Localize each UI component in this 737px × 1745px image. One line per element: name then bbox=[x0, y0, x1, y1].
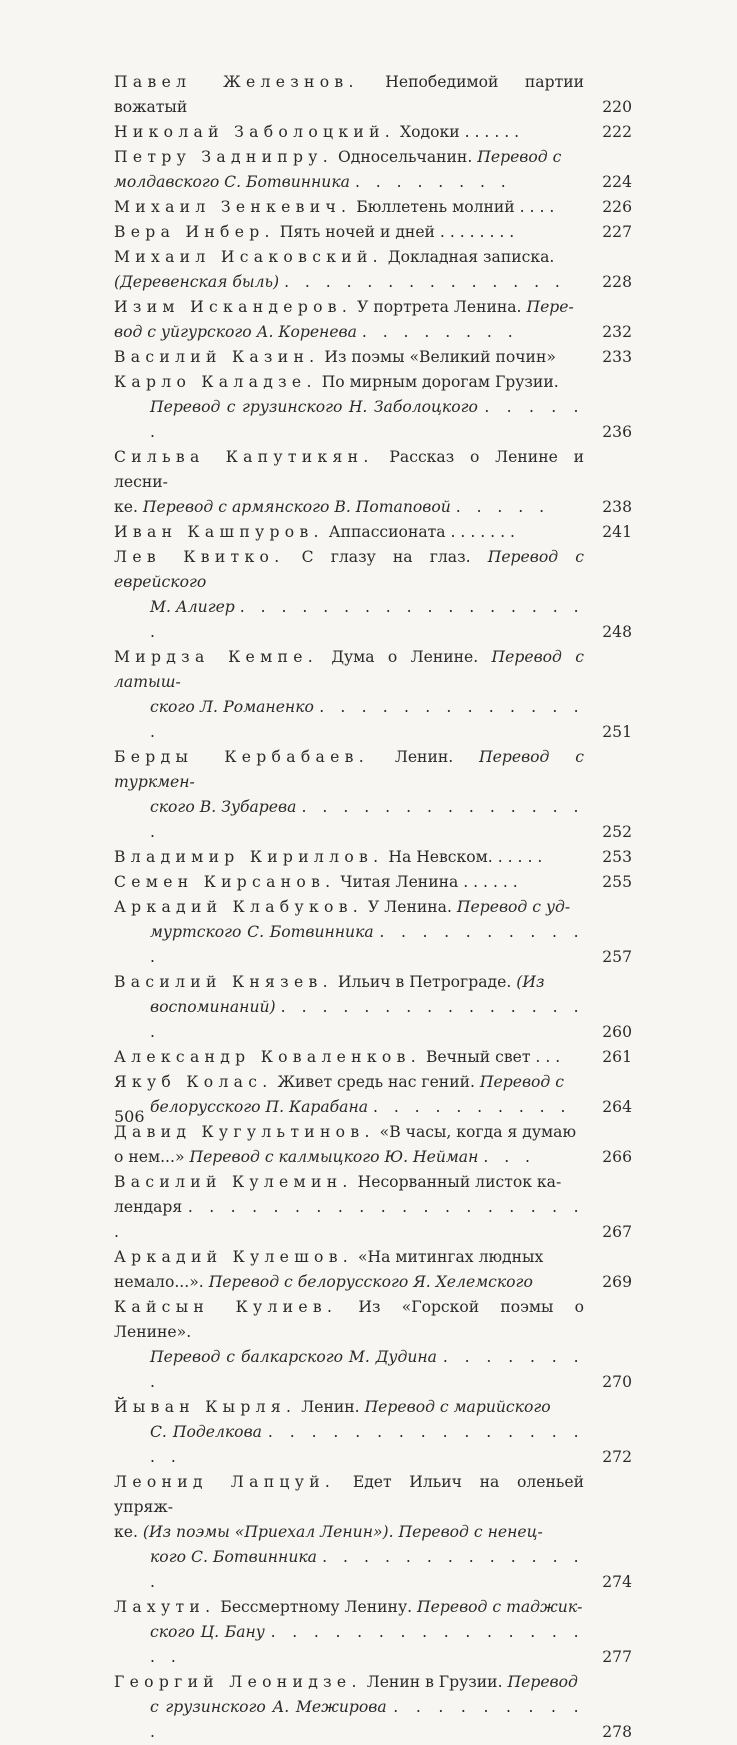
toc-title: По мирным дорогам Грузии. bbox=[321, 373, 559, 391]
toc-title: Ильич в Петрограде. bbox=[337, 973, 512, 991]
toc-leader-dots: . . . . . . . . . . . . . . . bbox=[150, 798, 584, 841]
toc-line bbox=[114, 895, 584, 920]
toc-line bbox=[114, 995, 584, 1045]
toc-line bbox=[114, 1195, 584, 1245]
toc-author: Лахути. bbox=[114, 1598, 216, 1616]
toc-page-number: 236 bbox=[602, 423, 632, 441]
toc-title: Едет Ильич на оленьей упряж- bbox=[114, 1473, 584, 1516]
toc-entry-text bbox=[114, 1245, 590, 1295]
toc-translator-note: Перевод с армянского В. Потаповой bbox=[142, 498, 451, 516]
toc-title: Ленин в Грузии. bbox=[366, 1673, 503, 1691]
toc-line bbox=[114, 745, 584, 795]
toc-page-number: 257 bbox=[602, 948, 632, 966]
toc-page-number: 220 bbox=[602, 98, 632, 116]
toc-line bbox=[114, 395, 584, 445]
toc-page-number: 270 bbox=[602, 1373, 632, 1391]
toc-entry bbox=[114, 1670, 632, 1745]
toc-line bbox=[114, 170, 584, 195]
toc-leader-dots: . . . . . . . . . . . bbox=[150, 923, 584, 966]
toc-line bbox=[114, 1420, 584, 1470]
toc-line bbox=[114, 695, 584, 745]
toc-line bbox=[114, 970, 584, 995]
toc-entry-text bbox=[114, 520, 590, 545]
toc-line bbox=[114, 645, 584, 695]
toc-translator-note: Перевод bbox=[507, 1673, 578, 1691]
toc-translator-note: Перевод с таджик- bbox=[417, 1598, 583, 1616]
toc-translator-note: Перевод с грузинского Н. Заболоцкого bbox=[150, 398, 478, 416]
toc-leader-dots: . . . . . . . . bbox=[150, 1348, 584, 1391]
toc-entry-text bbox=[114, 745, 590, 845]
toc-entry bbox=[114, 1395, 632, 1470]
toc-translator-note: Перевод с калмыцкого Ю. Нейман bbox=[189, 1148, 479, 1166]
toc-line bbox=[114, 1295, 584, 1345]
toc-entry bbox=[114, 120, 632, 145]
toc-page-number: 277 bbox=[602, 1648, 632, 1666]
toc-author: Вера Инбер. bbox=[114, 223, 275, 241]
toc-translator-note: кого С. Ботвинника bbox=[150, 1548, 317, 1566]
toc-entry bbox=[114, 1120, 632, 1170]
toc-leader-dots: . . . . . . . . bbox=[361, 323, 519, 341]
toc-author: Карло Каладзе. bbox=[114, 373, 317, 391]
toc-author: Кайсын Кулиев. bbox=[114, 1298, 338, 1316]
toc-translator-note: Пере- bbox=[526, 298, 574, 316]
toc-line bbox=[114, 295, 584, 320]
toc-page-number: 226 bbox=[602, 198, 632, 216]
toc-line bbox=[114, 545, 584, 595]
toc-title: Бессмертному Ленину. bbox=[220, 1598, 413, 1616]
toc-author: Петру Заднипру. bbox=[114, 148, 334, 166]
toc-entry-text bbox=[114, 845, 590, 870]
toc-line bbox=[114, 1470, 584, 1520]
toc-line bbox=[114, 320, 584, 345]
toc-entry-text bbox=[114, 1395, 590, 1470]
toc-author: Изим Искандеров. bbox=[114, 298, 353, 316]
toc-title: С глазу на глаз. bbox=[301, 548, 471, 566]
toc-line bbox=[114, 245, 584, 270]
toc-author: Александр Коваленков. bbox=[114, 1048, 421, 1066]
toc-title: ке. bbox=[114, 498, 138, 516]
toc-leader-dots: . . . . . . . . . . . . . . . . . bbox=[150, 1423, 584, 1466]
toc-author: Василий Князев. bbox=[114, 973, 333, 991]
toc-translator-note: воспоминаний) bbox=[150, 998, 276, 1016]
toc-entry-text bbox=[114, 245, 590, 295]
toc-page-number: 264 bbox=[602, 1098, 632, 1116]
toc-entry bbox=[114, 645, 632, 745]
toc-line bbox=[114, 120, 584, 145]
toc-line bbox=[114, 1120, 584, 1145]
toc-entry bbox=[114, 1070, 632, 1120]
toc-page-number: 248 bbox=[602, 623, 632, 641]
toc-entry-text bbox=[114, 1070, 590, 1120]
toc-entry bbox=[114, 1295, 632, 1395]
toc-entry-text bbox=[114, 1120, 590, 1170]
toc-entry-text bbox=[114, 1670, 590, 1745]
toc-page-number: 238 bbox=[602, 498, 632, 516]
toc-page-number: 253 bbox=[602, 848, 632, 866]
toc-title: Непобедимой партии вожатый bbox=[114, 73, 584, 116]
toc-page-number: 251 bbox=[602, 723, 632, 741]
toc-entry bbox=[114, 1595, 632, 1670]
toc-leader-dots: . . . . . . . . . . . . . . bbox=[150, 698, 584, 741]
toc-line bbox=[114, 795, 584, 845]
toc-translator-note: Перевод с марийского bbox=[364, 1398, 551, 1416]
toc-page-number: 272 bbox=[602, 1448, 632, 1466]
toc-translator-note: молдавского С. Ботвинника bbox=[114, 173, 350, 191]
toc-line bbox=[114, 1545, 584, 1595]
toc-entry bbox=[114, 245, 632, 295]
toc-entry bbox=[114, 345, 632, 370]
toc-entry-text bbox=[114, 1295, 590, 1395]
toc-title: Ленин. bbox=[301, 1398, 360, 1416]
toc-entry bbox=[114, 195, 632, 220]
toc-author: Георгий Леонидзе. bbox=[114, 1673, 362, 1691]
toc-author: Павел Железнов. bbox=[114, 73, 359, 91]
toc-title: ке. bbox=[114, 1523, 138, 1541]
toc-translator-note: Перевод с белорусского Я. Хелемского bbox=[208, 1273, 533, 1291]
toc-entry-text bbox=[114, 970, 590, 1045]
toc-page-number: 269 bbox=[602, 1273, 632, 1291]
toc-author: Леонид Лапцуй. bbox=[114, 1473, 336, 1491]
toc-translator-note: белорусского П. Карабана bbox=[150, 1098, 369, 1116]
toc-entry-text bbox=[114, 70, 590, 120]
toc-title: Ленин. bbox=[394, 748, 454, 766]
toc-translator-note: муртского С. Ботвинника bbox=[150, 923, 374, 941]
table-of-contents bbox=[114, 70, 632, 1745]
toc-title: «На митингах людных bbox=[358, 1248, 544, 1266]
toc-line bbox=[114, 1395, 584, 1420]
toc-author: Аркадий Клабуков. bbox=[114, 898, 364, 916]
toc-author: Михаил Исаковский. bbox=[114, 248, 383, 266]
toc-page-number: 232 bbox=[602, 323, 632, 341]
toc-entry-text bbox=[114, 895, 590, 970]
toc-title: У Ленина. bbox=[368, 898, 452, 916]
toc-entry-text bbox=[114, 295, 590, 345]
toc-entry-text bbox=[114, 1045, 590, 1070]
toc-translator-note: ского В. Зубарева bbox=[150, 798, 297, 816]
toc-line bbox=[114, 345, 584, 370]
toc-page-number: 260 bbox=[602, 1023, 632, 1041]
toc-entry bbox=[114, 1470, 632, 1595]
toc-page-number: 267 bbox=[602, 1223, 632, 1241]
toc-translator-note: Перевод с уд- bbox=[456, 898, 571, 916]
toc-translator-note: С. Поделкова bbox=[150, 1423, 262, 1441]
toc-author: Николай Заболоцкий. bbox=[114, 123, 396, 141]
toc-entry bbox=[114, 370, 632, 445]
toc-page-number: 278 bbox=[602, 1723, 632, 1741]
toc-translator-note: Перевод с латыш- bbox=[114, 648, 584, 691]
toc-entry bbox=[114, 1170, 632, 1245]
toc-entry-text bbox=[114, 645, 590, 745]
toc-line bbox=[114, 520, 584, 545]
toc-author: Якуб Колас. bbox=[114, 1073, 273, 1091]
toc-title: «В часы, когда я думаю bbox=[379, 1123, 577, 1141]
toc-line bbox=[114, 1070, 584, 1095]
toc-line bbox=[114, 145, 584, 170]
toc-author: Михаил Зенкевич. bbox=[114, 198, 352, 216]
toc-title: Дума о Ленине. bbox=[331, 648, 479, 666]
toc-entry bbox=[114, 970, 632, 1045]
toc-page-number: 241 bbox=[602, 523, 632, 541]
toc-page-number: 233 bbox=[602, 348, 632, 366]
toc-title: лендаря bbox=[114, 1198, 183, 1216]
toc-leader-dots: . . . . . . . . . . . . . . . . bbox=[150, 998, 584, 1041]
toc-entry-text bbox=[114, 545, 590, 645]
toc-translator-note: М. Алигер bbox=[150, 598, 235, 616]
toc-author: Берды Кербабаев. bbox=[114, 748, 369, 766]
toc-entry-text bbox=[114, 1595, 590, 1670]
toc-entry bbox=[114, 1245, 632, 1295]
toc-translator-note: (Деревенская быль) bbox=[114, 273, 280, 291]
toc-leader-dots: . . . . . . . . bbox=[354, 173, 512, 191]
toc-entry-text bbox=[114, 345, 590, 370]
toc-page-number: 224 bbox=[602, 173, 632, 191]
toc-title: У портрета Ленина. bbox=[357, 298, 522, 316]
toc-leader-dots: . . . . . . . . . . . . . . . . . . bbox=[150, 598, 584, 641]
toc-entry bbox=[114, 145, 632, 195]
toc-entry bbox=[114, 520, 632, 545]
toc-line bbox=[114, 595, 584, 645]
toc-leader-dots: . . . . . . . . . . . . . . . . . bbox=[150, 1623, 584, 1666]
toc-author: Владимир Кириллов. bbox=[114, 848, 384, 866]
toc-entry bbox=[114, 895, 632, 970]
toc-line bbox=[114, 270, 584, 295]
toc-title: Несорванный листок ка- bbox=[357, 1173, 562, 1191]
toc-entry-text bbox=[114, 145, 590, 195]
toc-line bbox=[114, 1270, 584, 1295]
toc-entry-text bbox=[114, 120, 590, 145]
toc-entry bbox=[114, 870, 632, 895]
toc-author: Василий Кулемин. bbox=[114, 1173, 353, 1191]
toc-entry-text bbox=[114, 220, 590, 245]
toc-author: Лев Квитко. bbox=[114, 548, 285, 566]
toc-line bbox=[114, 1345, 584, 1395]
toc-author: Сильва Капутикян. bbox=[114, 448, 374, 466]
toc-line bbox=[114, 1145, 584, 1170]
toc-author: Василий Казин. bbox=[114, 348, 320, 366]
toc-page-number: 261 bbox=[602, 1048, 632, 1066]
toc-translator-note: Перевод с балкарского М. Дудина bbox=[150, 1348, 437, 1366]
toc-line bbox=[114, 1620, 584, 1670]
toc-line bbox=[114, 1595, 584, 1620]
toc-leader-dots: . . . . . bbox=[455, 498, 550, 516]
toc-entry bbox=[114, 220, 632, 245]
toc-author: Семен Кирсанов. bbox=[114, 873, 336, 891]
toc-line bbox=[114, 220, 584, 245]
toc-line bbox=[114, 845, 584, 870]
page-number: 506 bbox=[114, 1107, 145, 1126]
toc-line bbox=[114, 870, 584, 895]
toc-translator-note: ского Ц. Бану bbox=[150, 1623, 265, 1641]
toc-page-number: 255 bbox=[602, 873, 632, 891]
toc-title: Из поэмы «Великий почин» bbox=[324, 348, 556, 366]
toc-translator-note: Перевод с bbox=[477, 148, 562, 166]
toc-title: Докладная записка. bbox=[387, 248, 555, 266]
toc-translator-note: Перевод с bbox=[479, 1073, 564, 1091]
toc-line bbox=[114, 70, 584, 120]
toc-line bbox=[114, 1520, 584, 1545]
toc-leader-dots: . . . . . . . . . . bbox=[150, 1698, 584, 1741]
toc-author: Мирдза Кемпе. bbox=[114, 648, 319, 666]
toc-page-number: 228 bbox=[602, 273, 632, 291]
toc-author: Давид Кугультинов. bbox=[114, 1123, 375, 1141]
toc-title: Ходоки . . . . . . bbox=[400, 123, 520, 141]
toc-translator-note: Перевод с туркмен- bbox=[114, 748, 584, 791]
toc-title: Читая Ленина . . . . . . bbox=[340, 873, 518, 891]
toc-line bbox=[114, 1695, 584, 1745]
toc-entry-text bbox=[114, 1170, 590, 1245]
toc-entry-text bbox=[114, 370, 590, 445]
toc-entry bbox=[114, 545, 632, 645]
toc-author: Йыван Кырля. bbox=[114, 1398, 297, 1416]
toc-line bbox=[114, 195, 584, 220]
toc-line bbox=[114, 1045, 584, 1070]
toc-page-number: 274 bbox=[602, 1573, 632, 1591]
toc-entry bbox=[114, 445, 632, 520]
toc-translator-note: вод с уйгурского А. Коренева bbox=[114, 323, 357, 341]
toc-leader-dots: . . . . . . . . . . . . . . bbox=[284, 273, 566, 291]
toc-entry bbox=[114, 70, 632, 120]
toc-translator-note: с грузинского А. Межирова bbox=[150, 1698, 387, 1716]
toc-entry-text bbox=[114, 445, 590, 520]
toc-title: о нем...» bbox=[114, 1148, 185, 1166]
toc-line bbox=[114, 1170, 584, 1195]
toc-translator-note: Перевод с еврейского bbox=[114, 548, 584, 591]
toc-author: Аркадий Кулешов. bbox=[114, 1248, 354, 1266]
toc-translator-note: ского Л. Романенко bbox=[150, 698, 314, 716]
toc-entry bbox=[114, 295, 632, 345]
toc-title: Живет средь нас гений. bbox=[277, 1073, 475, 1091]
toc-entry-text bbox=[114, 1470, 590, 1595]
toc-entry-text bbox=[114, 195, 590, 220]
toc-title: Аппассионата . . . . . . . bbox=[328, 523, 515, 541]
toc-leader-dots: . . . . . . bbox=[150, 398, 584, 441]
toc-line bbox=[114, 370, 584, 395]
toc-page-number: 252 bbox=[602, 823, 632, 841]
toc-page-number: 266 bbox=[602, 1148, 632, 1166]
toc-line bbox=[114, 1670, 584, 1695]
toc-page-number: 227 bbox=[602, 223, 632, 241]
toc-title: немало...». bbox=[114, 1273, 204, 1291]
toc-title: Вечный свет . . . bbox=[425, 1048, 561, 1066]
toc-title: На Невском. . . . . . bbox=[388, 848, 543, 866]
toc-entry-text bbox=[114, 870, 590, 895]
toc-leader-dots: . . . . . . . . . . . . . . . . . . . . bbox=[114, 1198, 584, 1241]
toc-author: Иван Кашпуров. bbox=[114, 523, 324, 541]
toc-line bbox=[114, 495, 584, 520]
toc-translator-note: (Из bbox=[516, 973, 545, 991]
toc-line bbox=[114, 1245, 584, 1270]
toc-translator-note: (Из поэмы «Приехал Ленин»). Перевод с ненец- bbox=[142, 1523, 543, 1541]
toc-title: Односельчанин. bbox=[338, 148, 473, 166]
toc-title: Из «Горской поэмы о Ленине». bbox=[114, 1298, 584, 1341]
toc-title: Рассказ о Ленине и лесни- bbox=[114, 448, 584, 491]
toc-title: Пять ночей и дней . . . . . . . . bbox=[279, 223, 515, 241]
toc-line bbox=[114, 1095, 584, 1120]
toc-title: Бюллетень молний . . . . bbox=[356, 198, 555, 216]
toc-leader-dots: . . . bbox=[483, 1148, 536, 1166]
toc-line bbox=[114, 445, 584, 495]
toc-entry bbox=[114, 845, 632, 870]
toc-entry bbox=[114, 1045, 632, 1070]
toc-leader-dots: . . . . . . . . . . . . . . bbox=[150, 1548, 584, 1591]
toc-entry bbox=[114, 745, 632, 845]
toc-page-number: 222 bbox=[602, 123, 632, 141]
toc-line bbox=[114, 920, 584, 970]
toc-leader-dots: . . . . . . . . . . bbox=[373, 1098, 571, 1116]
